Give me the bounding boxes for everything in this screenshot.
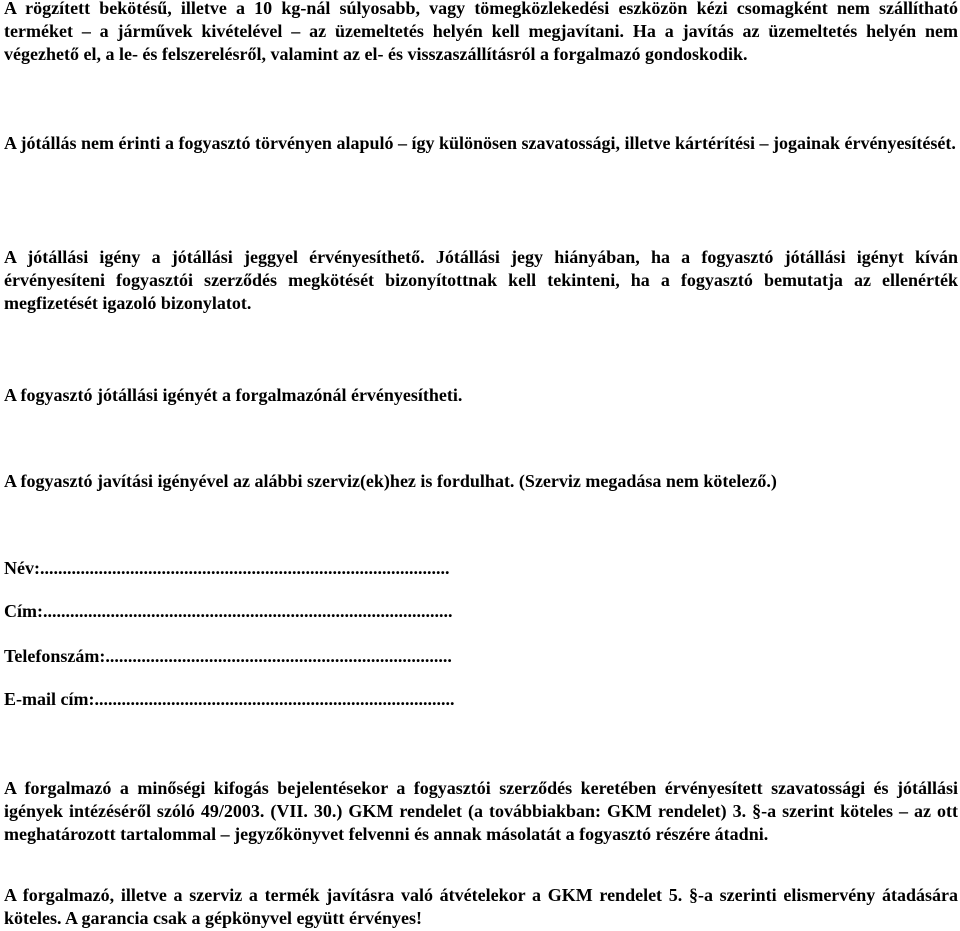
service-email-field: E-mail cím:................................................................................ [4, 689, 455, 709]
paragraph-warranty-card: A jótállási igény a jótállási jeggyel érvényesíthető. Jótállási jegy hiányában, ha a fogyasztó jótállási igényt kíván érvényesíteni fogyasztói szerződés megkötését bizonyítottnak kell tekinteni, ha a fogyasztó bemutatja az ellenérték megfizetését igazoló bizonylatot. [4, 247, 958, 313]
paragraph-receipt-acknowledgement: A forgalmazó, illetve a szerviz a termék javításra való átvételekor a GKM rendelet 5. §-a szerinti elismervény átadására köteles. A garancia csak a gépkönyvel együtt érvényes! [4, 885, 958, 928]
paragraph-consumer-rights: A jótállás nem érinti a fogyasztó törvényen alapuló – így különösen szavatossági, illetve kártérítési – jogainak érvényesítését. [4, 133, 956, 153]
paragraph-service-contacts: A fogyasztó javítási igényével az alábbi szerviz(ek)hez is fordulhat. (Szerviz megadása nem kötelező.) [4, 471, 777, 491]
paragraph-complaint-record: A forgalmazó a minőségi kifogás bejelentésekor a fogyasztói szerződés keretében érvényesített szavatossági és jótállási igények intézéséről szóló 49/2003. (VII. 30.) GKM rendelet (a továbbiakban: GKM rendelet) 3. §-a szerint köteles – az ott meghatározott tartalommal – jegyzőkönyvet felvenni és annak másolatát a fogyasztó részére átadni. [4, 778, 958, 844]
service-name-field: Név:........................................................................................... [4, 558, 450, 578]
service-phone-field: Telefonszám:............................................................................. [4, 646, 452, 666]
service-address-field: Cím:........................................................................................... [4, 601, 453, 621]
paragraph-repair-location: A rögzített bekötésű, illetve a 10 kg-nál súlyosabb, vagy tömegközlekedési eszközön kézi csomagként nem szállítható terméket – a járművek kivételével – az üzemeltetés helyén kell megjavítani. Ha a javítás az üzemeltetés helyén nem végezhető el, a le- és felszerelésről, valamint az el- és visszaszállításról a forgalmazó gondoskodik. [4, 0, 958, 64]
paragraph-claim-at-distributor: A fogyasztó jótállási igényét a forgalmazónál érvényesítheti. [4, 385, 463, 405]
